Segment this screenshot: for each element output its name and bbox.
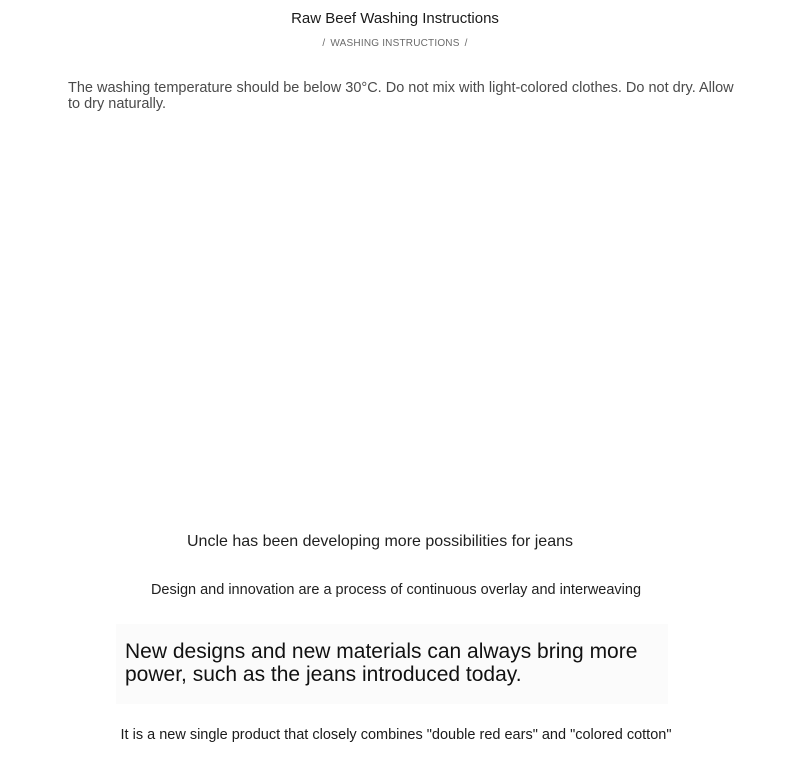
product-description-text: It is a new single product that closely combines "double red ears" and "colored cotton"	[120, 727, 672, 743]
section-subtitle	[0, 38, 790, 49]
new-designs-text: New designs and new materials can always bring more power, such as the jeans introduced today.	[125, 640, 638, 686]
subtitle-slash-right: /	[464, 38, 468, 49]
subtitle-text: WASHING INSTRUCTIONS	[330, 38, 460, 49]
developing-possibilities-text: Uncle has been developing more possibilities for jeans	[187, 533, 573, 550]
washing-instructions-text: The washing temperature should be below 30°C. Do not mix with light-colored clothes. Do not dry. Allow to dry naturally.	[68, 80, 734, 112]
blank-image-area	[0, 120, 790, 520]
design-innovation-text: Design and innovation are a process of continuous overlay and interweaving	[150, 582, 642, 598]
subtitle-slash-left: /	[322, 38, 326, 49]
page-title: Raw Beef Washing Instructions	[291, 10, 499, 27]
